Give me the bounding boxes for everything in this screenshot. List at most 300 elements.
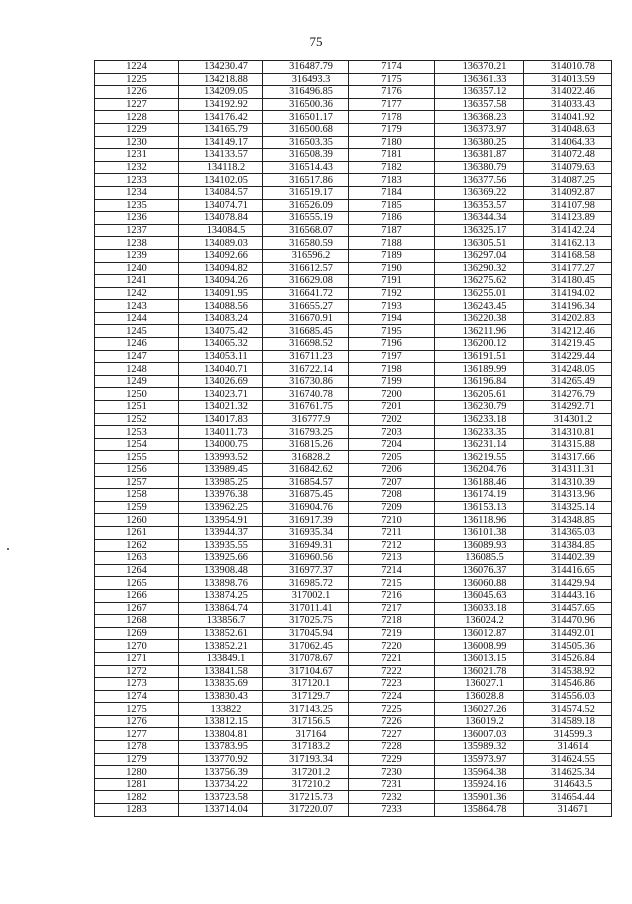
- cell-x-coordinate-a: 134065.32: [179, 338, 263, 351]
- cell-point-number-b: 7189: [349, 249, 435, 262]
- cell-point-number-a: 1271: [95, 652, 179, 665]
- cell-point-number-b: 7212: [349, 539, 435, 552]
- table-row: [95, 224, 612, 237]
- cell-x-coordinate-b: 136233.18: [435, 413, 524, 426]
- cell-point-number-b: 7191: [349, 275, 435, 288]
- cell-point-number-a: 1274: [95, 690, 179, 703]
- cell-x-coordinate-b: 136021.78: [435, 665, 524, 678]
- cell-point-number-a: 1264: [95, 564, 179, 577]
- cell-point-number-b: 7208: [349, 489, 435, 502]
- cell-x-coordinate-b: 136211.96: [435, 325, 524, 338]
- cell-point-number-b: 7199: [349, 375, 435, 388]
- table-row: [95, 640, 612, 653]
- cell-point-number-b: 7233: [349, 804, 435, 817]
- cell-x-coordinate-b: 136188.46: [435, 476, 524, 489]
- cell-y-coordinate-a: 317193.34: [263, 753, 349, 766]
- cell-y-coordinate-a: 316496.85: [263, 86, 349, 99]
- cell-x-coordinate-a: 134165.79: [179, 123, 263, 136]
- cell-point-number-a: 1246: [95, 338, 179, 351]
- cell-x-coordinate-a: 133835.69: [179, 678, 263, 691]
- cell-y-coordinate-b: 314643.5: [524, 778, 612, 791]
- table-row: [95, 325, 612, 338]
- cell-x-coordinate-b: 136153.13: [435, 501, 524, 514]
- cell-y-coordinate-a: 316793.25: [263, 426, 349, 439]
- cell-x-coordinate-b: 136189.99: [435, 363, 524, 376]
- table-row: [95, 741, 612, 754]
- cell-x-coordinate-a: 133944.37: [179, 526, 263, 539]
- cell-y-coordinate-b: 314064.33: [524, 136, 612, 149]
- cell-y-coordinate-a: 317078.67: [263, 652, 349, 665]
- cell-x-coordinate-b: 136275.62: [435, 275, 524, 288]
- cell-x-coordinate-a: 134075.42: [179, 325, 263, 338]
- cell-x-coordinate-a: 133856.7: [179, 615, 263, 628]
- cell-point-number-b: 7221: [349, 652, 435, 665]
- cell-y-coordinate-a: 316503.35: [263, 136, 349, 149]
- table-row: [95, 212, 612, 225]
- cell-point-number-a: 1254: [95, 438, 179, 451]
- cell-y-coordinate-b: 314624.55: [524, 753, 612, 766]
- cell-point-number-b: 7213: [349, 552, 435, 565]
- table-row: [95, 174, 612, 187]
- cell-x-coordinate-a: 134088.56: [179, 300, 263, 313]
- cell-y-coordinate-b: 314654.44: [524, 791, 612, 804]
- cell-x-coordinate-b: 136045.63: [435, 589, 524, 602]
- cell-point-number-b: 7223: [349, 678, 435, 691]
- cell-y-coordinate-b: 314079.63: [524, 161, 612, 174]
- cell-y-coordinate-a: 317156.5: [263, 715, 349, 728]
- cell-point-number-a: 1280: [95, 766, 179, 779]
- cell-x-coordinate-a: 134091.95: [179, 287, 263, 300]
- cell-y-coordinate-b: 314492.01: [524, 627, 612, 640]
- cell-point-number-a: 1279: [95, 753, 179, 766]
- cell-x-coordinate-b: 135901.36: [435, 791, 524, 804]
- cell-y-coordinate-a: 317002.1: [263, 589, 349, 602]
- table-row: [95, 86, 612, 99]
- cell-y-coordinate-a: 316761.75: [263, 401, 349, 414]
- cell-point-number-a: 1282: [95, 791, 179, 804]
- table-row: [95, 300, 612, 313]
- cell-x-coordinate-b: 136027.26: [435, 703, 524, 716]
- cell-x-coordinate-a: 133864.74: [179, 602, 263, 615]
- table-row: [95, 73, 612, 86]
- cell-y-coordinate-b: 314033.43: [524, 98, 612, 111]
- cell-x-coordinate-a: 134176.42: [179, 111, 263, 124]
- cell-y-coordinate-b: 314574.52: [524, 703, 612, 716]
- cell-x-coordinate-b: 136118.96: [435, 514, 524, 527]
- cell-y-coordinate-b: 314248.05: [524, 363, 612, 376]
- cell-point-number-b: 7202: [349, 413, 435, 426]
- cell-point-number-b: 7179: [349, 123, 435, 136]
- cell-y-coordinate-b: 314041.92: [524, 111, 612, 124]
- cell-point-number-a: 1255: [95, 451, 179, 464]
- cell-x-coordinate-a: 134000.75: [179, 438, 263, 451]
- cell-point-number-a: 1251: [95, 401, 179, 414]
- table-row: [95, 690, 612, 703]
- cell-x-coordinate-b: 135864.78: [435, 804, 524, 817]
- cell-x-coordinate-b: 136353.57: [435, 199, 524, 212]
- cell-x-coordinate-a: 133770.92: [179, 753, 263, 766]
- cell-x-coordinate-a: 133830.43: [179, 690, 263, 703]
- cell-x-coordinate-b: 136200.12: [435, 338, 524, 351]
- cell-x-coordinate-a: 134083.24: [179, 312, 263, 325]
- cell-point-number-b: 7209: [349, 501, 435, 514]
- cell-point-number-a: 1269: [95, 627, 179, 640]
- cell-y-coordinate-b: 314265.49: [524, 375, 612, 388]
- cell-point-number-a: 1270: [95, 640, 179, 653]
- cell-x-coordinate-a: 134084.57: [179, 186, 263, 199]
- cell-point-number-b: 7232: [349, 791, 435, 804]
- cell-point-number-b: 7201: [349, 401, 435, 414]
- cell-y-coordinate-b: 314365.03: [524, 526, 612, 539]
- cell-x-coordinate-a: 133841.58: [179, 665, 263, 678]
- cell-point-number-b: 7222: [349, 665, 435, 678]
- cell-y-coordinate-b: 314505.36: [524, 640, 612, 653]
- cell-x-coordinate-b: 136019.2: [435, 715, 524, 728]
- cell-y-coordinate-b: 314212.46: [524, 325, 612, 338]
- cell-x-coordinate-a: 134074.71: [179, 199, 263, 212]
- cell-y-coordinate-a: 317210.2: [263, 778, 349, 791]
- table-row: [95, 715, 612, 728]
- cell-point-number-a: 1230: [95, 136, 179, 149]
- cell-point-number-b: 7194: [349, 312, 435, 325]
- table-row: [95, 564, 612, 577]
- cell-y-coordinate-b: 314048.63: [524, 123, 612, 136]
- cell-y-coordinate-a: 316487.79: [263, 61, 349, 74]
- table-row: [95, 438, 612, 451]
- cell-x-coordinate-a: 134026.69: [179, 375, 263, 388]
- cell-point-number-a: 1281: [95, 778, 179, 791]
- table-row: [95, 413, 612, 426]
- table-row: [95, 287, 612, 300]
- cell-x-coordinate-a: 133822: [179, 703, 263, 716]
- table-row: [95, 703, 612, 716]
- cell-y-coordinate-a: 316904.76: [263, 501, 349, 514]
- cell-y-coordinate-a: 316985.72: [263, 577, 349, 590]
- cell-x-coordinate-b: 136290.32: [435, 262, 524, 275]
- cell-point-number-a: 1243: [95, 300, 179, 313]
- cell-y-coordinate-a: 316568.07: [263, 224, 349, 237]
- cell-y-coordinate-b: 314142.24: [524, 224, 612, 237]
- cell-y-coordinate-b: 314457.65: [524, 602, 612, 615]
- cell-x-coordinate-b: 136361.33: [435, 73, 524, 86]
- cell-y-coordinate-a: 316501.17: [263, 111, 349, 124]
- cell-point-number-b: 7195: [349, 325, 435, 338]
- cell-point-number-b: 7196: [349, 338, 435, 351]
- cell-point-number-a: 1267: [95, 602, 179, 615]
- cell-point-number-a: 1238: [95, 237, 179, 250]
- cell-x-coordinate-b: 136089.93: [435, 539, 524, 552]
- table-row: [95, 111, 612, 124]
- cell-x-coordinate-b: 136008.99: [435, 640, 524, 653]
- table-row: [95, 136, 612, 149]
- cell-point-number-b: 7216: [349, 589, 435, 602]
- cell-point-number-b: 7198: [349, 363, 435, 376]
- cell-x-coordinate-b: 136381.87: [435, 149, 524, 162]
- cell-point-number-b: 7180: [349, 136, 435, 149]
- table-row: [95, 501, 612, 514]
- cell-y-coordinate-a: 316875.45: [263, 489, 349, 502]
- cell-y-coordinate-b: 314538.92: [524, 665, 612, 678]
- cell-x-coordinate-a: 134040.71: [179, 363, 263, 376]
- cell-x-coordinate-a: 133962.25: [179, 501, 263, 514]
- cell-point-number-a: 1235: [95, 199, 179, 212]
- cell-point-number-b: 7219: [349, 627, 435, 640]
- cell-point-number-b: 7226: [349, 715, 435, 728]
- cell-y-coordinate-b: 314219.45: [524, 338, 612, 351]
- cell-point-number-a: 1234: [95, 186, 179, 199]
- cell-y-coordinate-a: 316500.68: [263, 123, 349, 136]
- table-row: [95, 627, 612, 640]
- cell-y-coordinate-a: 316629.08: [263, 275, 349, 288]
- table-row: [95, 149, 612, 162]
- cell-x-coordinate-b: 136297.04: [435, 249, 524, 262]
- cell-point-number-a: 1277: [95, 728, 179, 741]
- cell-point-number-b: 7187: [349, 224, 435, 237]
- cell-x-coordinate-b: 135973.97: [435, 753, 524, 766]
- cell-y-coordinate-a: 317129.7: [263, 690, 349, 703]
- table-row: [95, 577, 612, 590]
- cell-point-number-b: 7210: [349, 514, 435, 527]
- cell-point-number-a: 1229: [95, 123, 179, 136]
- cell-point-number-b: 7174: [349, 61, 435, 74]
- cell-point-number-a: 1224: [95, 61, 179, 74]
- cell-x-coordinate-a: 134021.32: [179, 401, 263, 414]
- cell-x-coordinate-a: 133756.39: [179, 766, 263, 779]
- cell-y-coordinate-a: 316777.9: [263, 413, 349, 426]
- cell-point-number-b: 7182: [349, 161, 435, 174]
- table-row: [95, 728, 612, 741]
- cell-x-coordinate-a: 133874.25: [179, 589, 263, 602]
- cell-point-number-b: 7200: [349, 388, 435, 401]
- cell-y-coordinate-b: 314429.94: [524, 577, 612, 590]
- cell-y-coordinate-a: 316500.36: [263, 98, 349, 111]
- cell-x-coordinate-a: 134102.05: [179, 174, 263, 187]
- cell-point-number-b: 7183: [349, 174, 435, 187]
- cell-y-coordinate-a: 317143.25: [263, 703, 349, 716]
- cell-y-coordinate-b: 314194.02: [524, 287, 612, 300]
- cell-y-coordinate-a: 317183.2: [263, 741, 349, 754]
- cell-y-coordinate-b: 314443.16: [524, 589, 612, 602]
- cell-x-coordinate-b: 136205.61: [435, 388, 524, 401]
- table-row: [95, 262, 612, 275]
- cell-point-number-b: 7228: [349, 741, 435, 754]
- cell-y-coordinate-a: 316949.31: [263, 539, 349, 552]
- cell-x-coordinate-a: 134118.2: [179, 161, 263, 174]
- page-number: 75: [309, 34, 323, 49]
- cell-x-coordinate-b: 136231.14: [435, 438, 524, 451]
- cell-x-coordinate-b: 136076.37: [435, 564, 524, 577]
- cell-y-coordinate-b: 314107.98: [524, 199, 612, 212]
- cell-x-coordinate-b: 135924.16: [435, 778, 524, 791]
- cell-point-number-b: 7176: [349, 86, 435, 99]
- cell-y-coordinate-b: 314470.96: [524, 615, 612, 628]
- cell-x-coordinate-a: 133783.95: [179, 741, 263, 754]
- cell-y-coordinate-a: 317164: [263, 728, 349, 741]
- cell-y-coordinate-a: 316555.19: [263, 212, 349, 225]
- table-row: [95, 476, 612, 489]
- cell-y-coordinate-b: 314196.34: [524, 300, 612, 313]
- cell-point-number-a: 1258: [95, 489, 179, 502]
- cell-point-number-a: 1272: [95, 665, 179, 678]
- cell-point-number-a: 1273: [95, 678, 179, 691]
- cell-x-coordinate-a: 134149.17: [179, 136, 263, 149]
- cell-x-coordinate-a: 134017.83: [179, 413, 263, 426]
- cell-point-number-b: 7206: [349, 464, 435, 477]
- table-row: [95, 778, 612, 791]
- cell-x-coordinate-b: 135989.32: [435, 741, 524, 754]
- cell-x-coordinate-b: 136230.79: [435, 401, 524, 414]
- cell-point-number-b: 7218: [349, 615, 435, 628]
- cell-x-coordinate-b: 136013.15: [435, 652, 524, 665]
- cell-point-number-b: 7184: [349, 186, 435, 199]
- cell-y-coordinate-a: 316722.14: [263, 363, 349, 376]
- cell-y-coordinate-a: 317045.94: [263, 627, 349, 640]
- cell-point-number-a: 1244: [95, 312, 179, 325]
- table-row: [95, 539, 612, 552]
- cell-x-coordinate-a: 133989.45: [179, 464, 263, 477]
- cell-y-coordinate-a: 317220.07: [263, 804, 349, 817]
- coordinates-table: [94, 60, 612, 817]
- cell-x-coordinate-a: 133723.58: [179, 791, 263, 804]
- cell-x-coordinate-b: 136027.1: [435, 678, 524, 691]
- cell-y-coordinate-b: 314310.39: [524, 476, 612, 489]
- cell-point-number-b: 7203: [349, 426, 435, 439]
- cell-point-number-b: 7188: [349, 237, 435, 250]
- cell-point-number-a: 1268: [95, 615, 179, 628]
- cell-y-coordinate-b: 314546.86: [524, 678, 612, 691]
- cell-x-coordinate-a: 134218.88: [179, 73, 263, 86]
- cell-y-coordinate-a: 316842.62: [263, 464, 349, 477]
- cell-y-coordinate-b: 314671: [524, 804, 612, 817]
- cell-point-number-b: 7227: [349, 728, 435, 741]
- cell-x-coordinate-a: 133804.81: [179, 728, 263, 741]
- cell-y-coordinate-b: 314313.96: [524, 489, 612, 502]
- cell-x-coordinate-a: 133935.55: [179, 539, 263, 552]
- cell-y-coordinate-b: 314589.18: [524, 715, 612, 728]
- table-row: [95, 237, 612, 250]
- cell-x-coordinate-b: 136060.88: [435, 577, 524, 590]
- cell-x-coordinate-b: 136377.56: [435, 174, 524, 187]
- cell-point-number-a: 1245: [95, 325, 179, 338]
- cell-x-coordinate-b: 136305.51: [435, 237, 524, 250]
- cell-point-number-a: 1233: [95, 174, 179, 187]
- cell-x-coordinate-b: 136233.35: [435, 426, 524, 439]
- cell-y-coordinate-a: 317104.67: [263, 665, 349, 678]
- cell-y-coordinate-a: 316641.72: [263, 287, 349, 300]
- cell-point-number-a: 1247: [95, 350, 179, 363]
- cell-x-coordinate-b: 136220.38: [435, 312, 524, 325]
- table-row: [95, 350, 612, 363]
- cell-y-coordinate-b: 314556.03: [524, 690, 612, 703]
- table-row: [95, 401, 612, 414]
- cell-x-coordinate-a: 134094.82: [179, 262, 263, 275]
- cell-y-coordinate-a: 316526.09: [263, 199, 349, 212]
- cell-point-number-b: 7224: [349, 690, 435, 703]
- cell-point-number-a: 1259: [95, 501, 179, 514]
- cell-y-coordinate-a: 317011.41: [263, 602, 349, 615]
- table-row: [95, 464, 612, 477]
- table-row: [95, 249, 612, 262]
- cell-point-number-b: 7204: [349, 438, 435, 451]
- cell-x-coordinate-a: 133993.52: [179, 451, 263, 464]
- cell-x-coordinate-b: 136380.79: [435, 161, 524, 174]
- cell-x-coordinate-a: 134230.47: [179, 61, 263, 74]
- table-row: [95, 514, 612, 527]
- table-row: [95, 98, 612, 111]
- cell-x-coordinate-b: 136219.55: [435, 451, 524, 464]
- cell-y-coordinate-b: 314010.78: [524, 61, 612, 74]
- cell-x-coordinate-b: 136085.5: [435, 552, 524, 565]
- table-row: [95, 665, 612, 678]
- cell-point-number-a: 1252: [95, 413, 179, 426]
- cell-y-coordinate-a: 316670.91: [263, 312, 349, 325]
- cell-point-number-b: 7231: [349, 778, 435, 791]
- cell-x-coordinate-a: 134084.5: [179, 224, 263, 237]
- cell-point-number-b: 7229: [349, 753, 435, 766]
- cell-y-coordinate-b: 314202.83: [524, 312, 612, 325]
- cell-y-coordinate-b: 314614: [524, 741, 612, 754]
- table-row: [95, 61, 612, 74]
- cell-x-coordinate-a: 134011.73: [179, 426, 263, 439]
- table-row: [95, 312, 612, 325]
- cell-point-number-a: 1249: [95, 375, 179, 388]
- table-row: [95, 615, 612, 628]
- cell-point-number-a: 1232: [95, 161, 179, 174]
- cell-x-coordinate-a: 134192.92: [179, 98, 263, 111]
- cell-y-coordinate-b: 314301.2: [524, 413, 612, 426]
- table-row: [95, 363, 612, 376]
- cell-x-coordinate-b: 136344.34: [435, 212, 524, 225]
- cell-x-coordinate-b: 135964.38: [435, 766, 524, 779]
- cell-y-coordinate-b: 314310.81: [524, 426, 612, 439]
- cell-y-coordinate-a: 317062.45: [263, 640, 349, 653]
- cell-x-coordinate-b: 136373.97: [435, 123, 524, 136]
- cell-point-number-a: 1261: [95, 526, 179, 539]
- table-row: [95, 791, 612, 804]
- cell-y-coordinate-a: 316493.3: [263, 73, 349, 86]
- cell-x-coordinate-a: 133852.61: [179, 627, 263, 640]
- cell-y-coordinate-b: 314315.88: [524, 438, 612, 451]
- cell-y-coordinate-a: 316612.57: [263, 262, 349, 275]
- table-row: [95, 526, 612, 539]
- table-row: [95, 123, 612, 136]
- cell-y-coordinate-b: 314625.34: [524, 766, 612, 779]
- table-row: [95, 338, 612, 351]
- cell-y-coordinate-b: 314229.44: [524, 350, 612, 363]
- cell-x-coordinate-a: 134133.57: [179, 149, 263, 162]
- cell-y-coordinate-a: 316514.43: [263, 161, 349, 174]
- cell-x-coordinate-a: 133985.25: [179, 476, 263, 489]
- cell-point-number-a: 1256: [95, 464, 179, 477]
- cell-x-coordinate-b: 136101.38: [435, 526, 524, 539]
- cell-y-coordinate-a: 316580.59: [263, 237, 349, 250]
- cell-point-number-a: 1275: [95, 703, 179, 716]
- cell-y-coordinate-a: 316519.17: [263, 186, 349, 199]
- cell-point-number-a: 1260: [95, 514, 179, 527]
- cell-point-number-a: 1225: [95, 73, 179, 86]
- cell-point-number-b: 7211: [349, 526, 435, 539]
- table-row: [95, 161, 612, 174]
- cell-y-coordinate-b: 314384.85: [524, 539, 612, 552]
- cell-y-coordinate-a: 316508.39: [263, 149, 349, 162]
- cell-point-number-a: 1266: [95, 589, 179, 602]
- cell-x-coordinate-b: 136255.01: [435, 287, 524, 300]
- cell-x-coordinate-a: 133734.22: [179, 778, 263, 791]
- table-row: [95, 199, 612, 212]
- cell-point-number-b: 7175: [349, 73, 435, 86]
- cell-x-coordinate-a: 133976.38: [179, 489, 263, 502]
- cell-x-coordinate-b: 136024.2: [435, 615, 524, 628]
